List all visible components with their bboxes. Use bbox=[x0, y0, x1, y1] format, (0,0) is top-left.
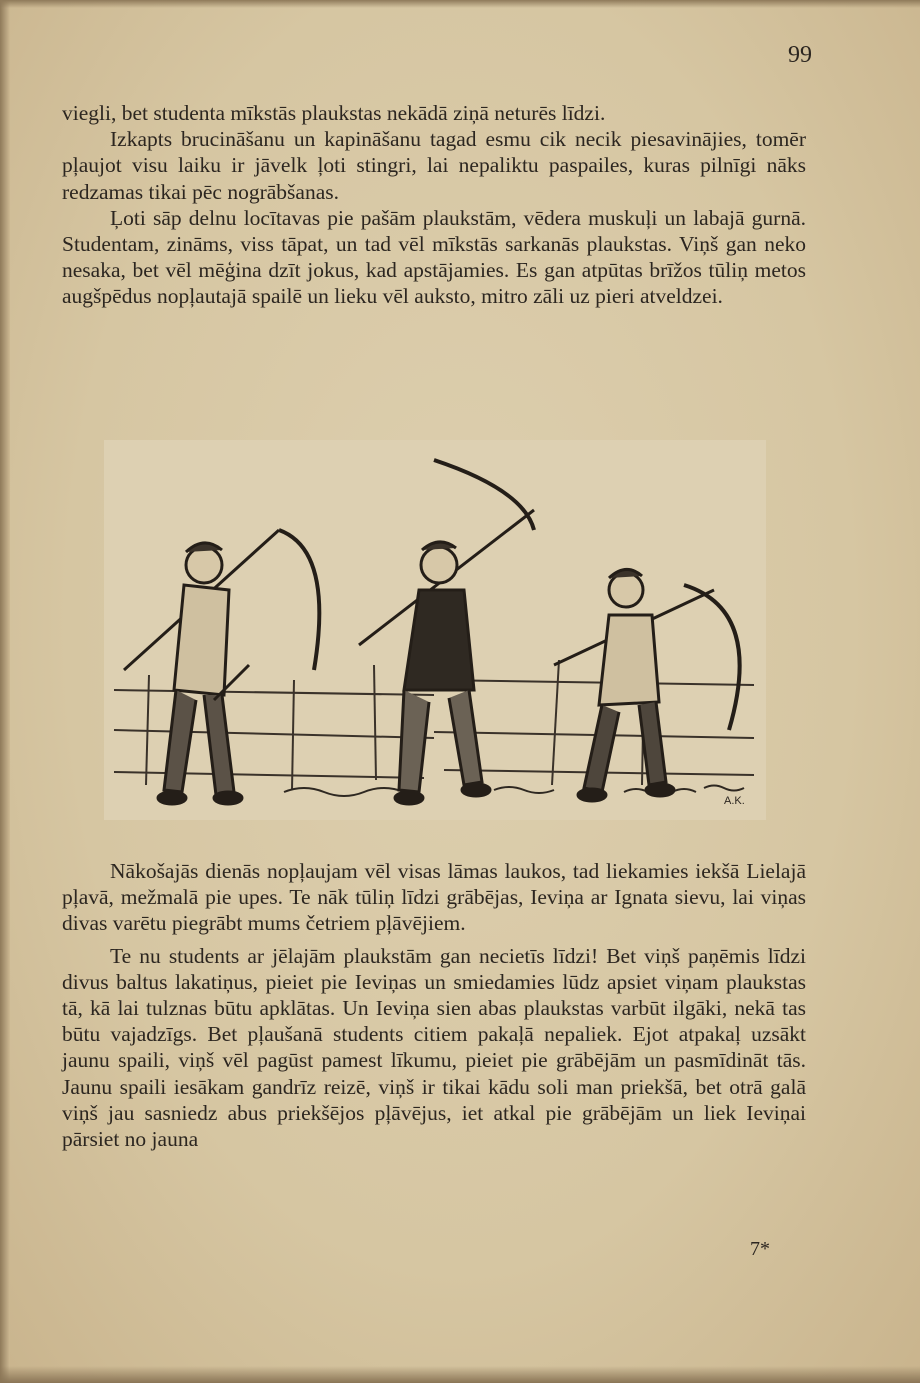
paragraph: Izkapts brucināšanu un kapināšanu tagad esmu cik necik piesavinājies, tomēr pļaujot visu laiku ir jāvelk ļoti stingri, lai nepaliktu paspailes, kuras pilnīgi nāks redzamas tikai pēc nogrābšanas. bbox=[62, 127, 806, 204]
page-edge-shadow bbox=[0, 0, 10, 1383]
page-bottom-shadow bbox=[0, 1366, 920, 1383]
paragraph: Ļoti sāp delnu locītavas pie pašām plaukstām, vēdera muskuļi un labajā gurnā. Studentam, zināms, viss tāpat, un tad vēl mīkstās sarkanās plaukstas. Viņš gan neko nesaka, bet vēl mēģina dzīt jokus, kad apstājamies. Es gan atpūtas brīžos tūliņ metos augšpēdus nopļautajā spailē un lieku vēl auksto, mitro zāli uz pieri atveldzei. bbox=[62, 205, 806, 309]
page-number: 99 bbox=[788, 42, 812, 68]
mowers-drawing bbox=[104, 440, 766, 820]
text-block-top bbox=[62, 100, 806, 310]
page-top-shadow bbox=[0, 0, 920, 8]
text-block-bottom bbox=[62, 858, 806, 1152]
three-mowers-with-scythes-illustration bbox=[104, 440, 766, 820]
paragraph: viegli, bet studenta mīkstās plaukstas nekādā ziņā neturēs līdzi. bbox=[62, 101, 606, 125]
paragraph: Nākošajās dienās nopļaujam vēl visas lāmas laukos, tad liekamies iekšā Lielajā pļavā, mežmalā pie upes. Te nāk tūliņ līdzi grābējas, Ieviņa ar Ignata sievu, lai viņas divas varētu piegrābt mums četriem pļāvējiem. bbox=[62, 859, 806, 936]
paragraph: Te nu students ar jēlajām plaukstām gan necietīs līdzi! Bet viņš paņēmis līdzi divus baltus lakatiņus, pieiet pie Ieviņas un smiedamies lūdz apsiet viņam plaukstas tā, kā lai tulznas būtu apklātas. Un Ieviņa sien abas plaukstas varbūt ilgāki, nekā tas būtu vajadzīgs. Bet pļaušanā students citiem pakaļā nepaliek. Ejot atpakaļ uzsākt jaunu spaili, viņš vēl pagūst pamest līkumu, pieiet pie grābējām un pasmīdināt tās. Jaunu spaili iesākam gandrīz reizē, viņš ir tikai kādu soli man priekšā, bet otrā galā viņš jau sasniedz abus priekšējos pļāvējus, iet atkal pie grābējām un liek Ieviņai pārsiet no jauna bbox=[62, 943, 806, 1152]
illustration-signature: A.K. bbox=[724, 795, 745, 807]
signature-mark: 7* bbox=[750, 1238, 770, 1260]
